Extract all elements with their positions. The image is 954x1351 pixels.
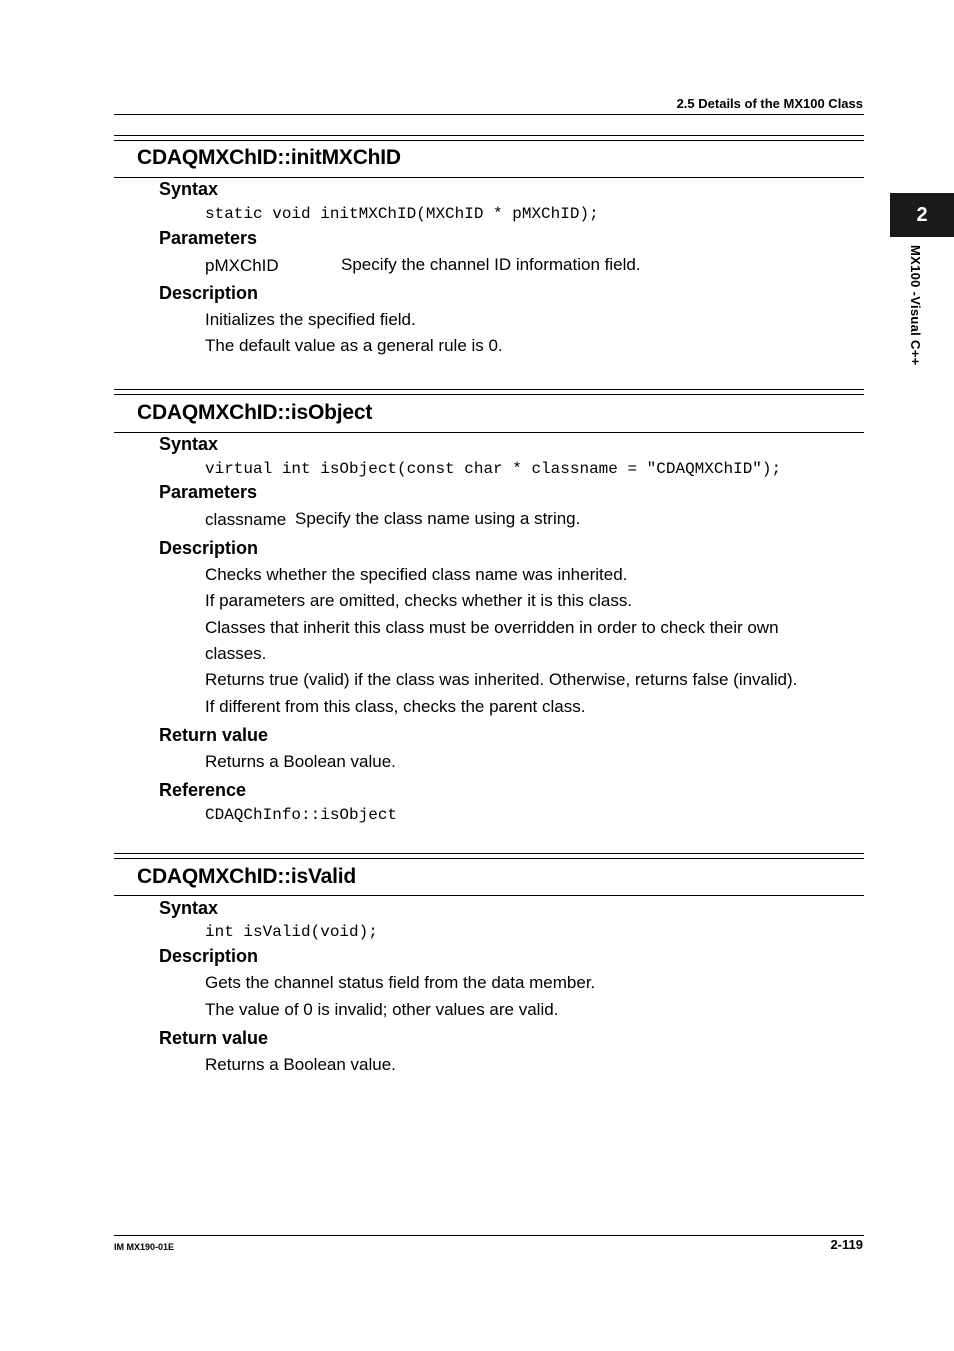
footer-rule	[114, 1235, 864, 1236]
section-rule-top	[114, 853, 864, 854]
syntax-code: virtual int isObject(const char * classname = "CDAQMXChID");	[205, 460, 782, 478]
description-line: Gets the channel status field from the data member.	[205, 973, 596, 992]
return-value-text: Returns a Boolean value.	[205, 1055, 396, 1074]
syntax-heading: Syntax	[159, 434, 219, 454]
syntax-heading: Syntax	[159, 179, 219, 199]
description-heading: Description	[159, 538, 259, 558]
param-name: pMXChID	[205, 256, 279, 275]
return-value-heading: Return value	[159, 1028, 269, 1048]
description-line: If parameters are omitted, checks whether it is this class.	[205, 591, 633, 610]
description-line: If different from this class, checks the parent class.	[205, 697, 586, 716]
chapter-side-label: MX100 -Visual C++	[908, 245, 923, 366]
section-rule-top	[114, 140, 864, 141]
section-rule-top	[114, 135, 864, 136]
parameters-heading: Parameters	[159, 228, 258, 248]
return-value-heading: Return value	[159, 725, 269, 745]
section-rule-top	[114, 394, 864, 395]
chapter-tab: 2	[890, 193, 954, 237]
description-line: Initializes the specified field.	[205, 310, 416, 329]
section-rule-top	[114, 858, 864, 859]
section-title-rule	[114, 432, 864, 433]
description-line: The default value as a general rule is 0.	[205, 336, 503, 355]
param-description: Specify the channel ID information field.	[341, 255, 641, 274]
description-line: Checks whether the specified class name was inherited.	[205, 565, 628, 584]
description-heading: Description	[159, 283, 259, 303]
section-title-rule	[114, 177, 864, 178]
return-value-text: Returns a Boolean value.	[205, 752, 396, 771]
reference-heading: Reference	[159, 780, 247, 800]
description-line: The value of 0 is invalid; other values are valid.	[205, 1000, 559, 1019]
reference-code: CDAQChInfo::isObject	[205, 806, 398, 824]
header-rule	[114, 114, 864, 115]
section-title-rule	[114, 895, 864, 896]
syntax-code: int isValid(void);	[205, 923, 378, 941]
document-id: IM MX190-01E	[114, 1242, 175, 1252]
section-rule-top	[114, 389, 864, 390]
syntax-heading: Syntax	[159, 898, 219, 918]
syntax-code: static void initMXChID(MXChID * pMXChID);	[205, 205, 599, 223]
section-title: CDAQMXChID::initMXChID	[137, 146, 401, 169]
description-line: Returns true (valid) if the class was inherited. Otherwise, returns false (invalid).	[205, 670, 798, 689]
section-title: CDAQMXChID::isObject	[137, 401, 373, 424]
parameters-heading: Parameters	[159, 482, 258, 502]
param-description: Specify the class name using a string.	[295, 509, 581, 528]
section-title: CDAQMXChID::isValid	[137, 865, 357, 888]
description-heading: Description	[159, 946, 259, 966]
description-line: classes.	[205, 644, 267, 663]
running-header: 2.5 Details of the MX100 Class	[676, 96, 863, 111]
description-line: Classes that inherit this class must be overridden in order to check their own	[205, 618, 779, 637]
page-number: 2-119	[830, 1237, 863, 1252]
param-name: classname	[205, 510, 287, 529]
